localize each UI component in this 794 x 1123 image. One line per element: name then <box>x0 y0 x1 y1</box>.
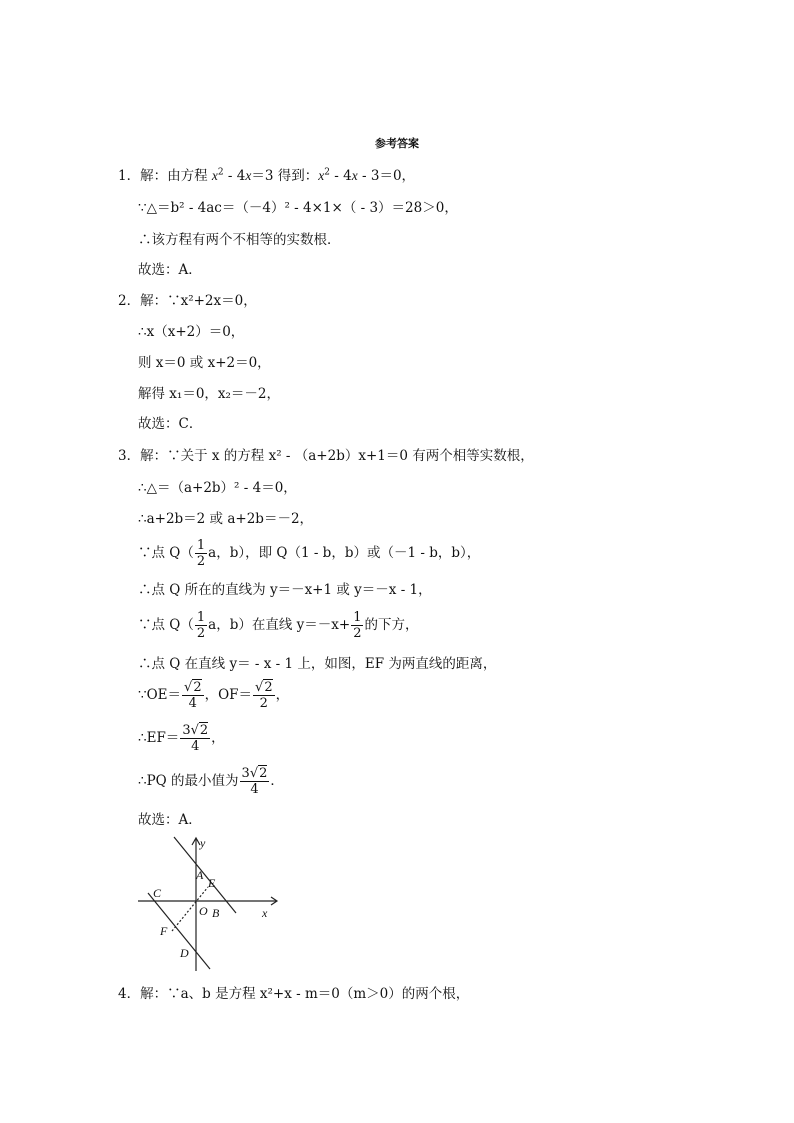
fraction-3root2-over-4: $\frac{3√2}{4}$ <box>182 723 209 754</box>
fraction-half: $\frac{1}{2}$ <box>196 538 206 569</box>
answer-3-line-4: ∵点 Q（ $\frac{1}{2}$ a，b），即 Q（1 - b，b）或（－1 - b，b）， <box>138 538 481 569</box>
answer-3-line-1: 3．解：∵关于 x 的方程 x² - （a+2b）x+1＝0 有两个相等实数根， <box>118 448 534 464</box>
fraction-root2-over-4: $\frac{√2}{4}$ <box>184 680 202 711</box>
label-y: y <box>200 836 206 850</box>
label-c: C <box>153 886 162 900</box>
answer-2-line-5: 故选：C． <box>138 416 203 432</box>
answer-3-line-9: ∴EF＝ $\frac{3√2}{4}$ ， <box>138 723 225 754</box>
answer-1-line-4: 故选：A． <box>138 262 202 278</box>
answer-3-line-7: ∴点 Q 在直线 y＝ - x - 1 上，如图，EF 为两直线的距离， <box>138 656 497 672</box>
answer-3-line-5: ∴点 Q 所在的直线为 y＝－x+1 或 y＝－x - 1， <box>138 582 432 598</box>
label-e: E <box>208 876 216 890</box>
answer-1-line-3: ∴该方程有两个不相等的实数根． <box>138 232 341 248</box>
answer-2-line-2: ∴x（x+2）＝0， <box>138 324 245 340</box>
answer-3-line-6: ∵点 Q（ $\frac{1}{2}$ a，b）在直线 y＝－x+ $\frac{1}{2}$ 的下方， <box>138 610 419 641</box>
fraction-half: $\frac{1}{2}$ <box>353 610 362 641</box>
answer-1-line-2: ∵△＝b² - 4ac＝（－4）² - 4×1×（ - 3）＝28＞0， <box>138 200 458 216</box>
label-d: D <box>180 946 189 960</box>
label-f: F <box>160 924 168 938</box>
answer-3-line-11: 故选：A． <box>138 812 202 828</box>
answer-1-line-1: 1．解：由方程 $x^2 - 4x=3$ 得到：$x^2 - 4x - 3=0$， <box>118 167 416 184</box>
fraction-half: $\frac{1}{2}$ <box>196 610 206 641</box>
label-b: B <box>212 906 220 920</box>
answer-3-line-2: ∴△＝（a+2b）² - 4＝0， <box>138 480 297 496</box>
fraction-root2-over-2: $\frac{√2}{2}$ <box>255 680 273 711</box>
fraction-3root2-over-4: $\frac{3√2}{4}$ <box>241 766 268 797</box>
answer-3-line-8: ∵OE＝ $\frac{√2}{4}$ ，OF＝ $\frac{√2}{2}$ ， <box>138 680 290 711</box>
answer-3-line-10: ∴PQ 的最小值为 $\frac{3√2}{4}$ ． <box>138 766 284 797</box>
label-o: O <box>199 904 208 918</box>
label-x: x <box>262 906 268 920</box>
page-title: 参考答案 <box>375 137 419 150</box>
answer-4-line-1: 4．解：∵a、b 是方程 x²+x - m＝0（m＞0）的两个根， <box>118 986 470 1002</box>
answer-2-line-4: 解得 x₁＝0，x₂＝－2， <box>138 386 281 402</box>
geometry-figure <box>136 835 286 975</box>
answer-2-line-3: 则 x＝0 或 x+2＝0， <box>138 355 271 371</box>
answer-3-line-3: ∴a+2b＝2 或 a+2b＝－2， <box>138 511 314 527</box>
label-a: A <box>196 868 204 882</box>
answer-2-line-1: 2．解：∵x²+2x＝0， <box>118 293 257 309</box>
